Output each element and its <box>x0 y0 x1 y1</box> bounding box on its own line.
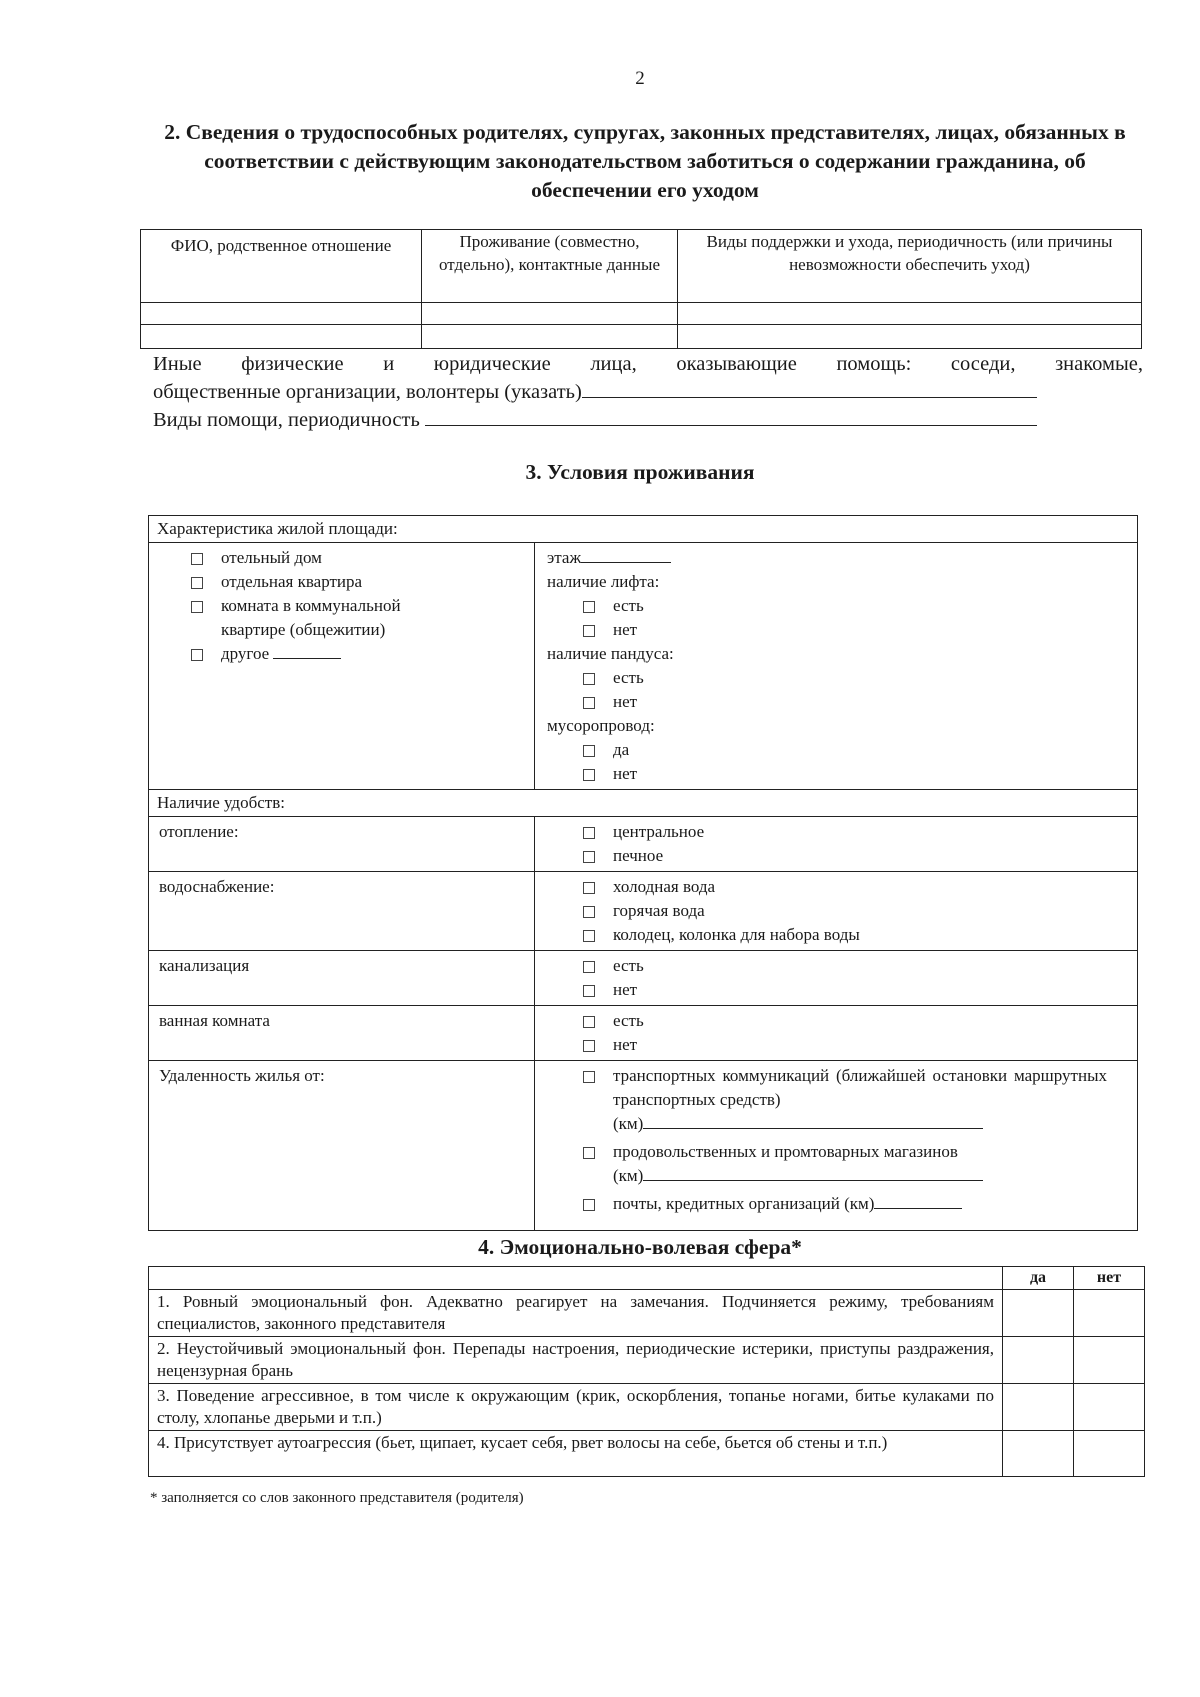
sewer-label: канализация <box>149 951 535 1006</box>
water-option[interactable]: горячая вода <box>583 899 1127 923</box>
relatives-cell[interactable] <box>141 303 422 325</box>
section-3-title: 3. Условия проживания <box>525 460 755 484</box>
housing-option[interactable]: комната в коммунальной квартире (общежитии) <box>191 594 524 642</box>
water-option[interactable]: холодная вода <box>583 875 1127 899</box>
others-input[interactable] <box>582 379 1037 398</box>
ramp-label: наличие пандуса: <box>547 644 674 663</box>
housing-option[interactable]: отдельная квартира <box>191 570 524 594</box>
others-label: общественные организации, волонтеры (указать) <box>153 381 582 403</box>
shops-km-input[interactable] <box>643 1166 983 1181</box>
chute-no[interactable]: нет <box>547 762 1127 786</box>
elevator-label: наличие лифта: <box>547 572 660 591</box>
relatives-cell[interactable] <box>422 325 678 349</box>
distance-option-post[interactable]: почты, кредитных организаций (км) <box>583 1192 1107 1216</box>
bath-yes[interactable]: есть <box>583 1009 1127 1033</box>
checkbox-icon[interactable] <box>583 745 595 757</box>
checkbox-icon[interactable] <box>583 697 595 709</box>
yes-cell[interactable] <box>1003 1337 1074 1384</box>
footnote: * заполняется со слов законного представителя (родителя) <box>150 1490 524 1506</box>
checkbox-icon[interactable] <box>583 625 595 637</box>
checkbox-icon[interactable] <box>583 1147 595 1159</box>
housing-header: Характеристика жилой площади: <box>149 516 1138 543</box>
page-number: 2 <box>635 68 645 89</box>
amenities-header: Наличие удобств: <box>149 790 1138 817</box>
checkbox-icon[interactable] <box>583 1016 595 1028</box>
others-label-line1: Иные физические и юридические лица, оказывающие помощь: соседи, знакомые, <box>153 353 1143 375</box>
yes-cell[interactable] <box>1003 1431 1074 1477</box>
checkbox-icon[interactable] <box>191 601 203 613</box>
relatives-cell[interactable] <box>678 303 1142 325</box>
emotional-row-text: 2. Неустойчивый эмоциональный фон. Перепады настроения, периодические истерики, приступы раздражения, нецензурная брань <box>149 1337 1003 1384</box>
section-4-title: 4. Эмоционально-волевая сфера* <box>478 1235 802 1259</box>
checkbox-icon[interactable] <box>583 906 595 918</box>
water-label: водоснабжение: <box>149 872 535 951</box>
heating-option[interactable]: центральное <box>583 820 1127 844</box>
checkbox-icon[interactable] <box>583 769 595 781</box>
ramp-no[interactable]: нет <box>547 690 1127 714</box>
col-header-support: Виды поддержки и ухода, периодичность (или причины невозможности обеспечить уход) <box>678 230 1142 303</box>
checkbox-icon[interactable] <box>583 673 595 685</box>
checkbox-icon[interactable] <box>191 649 203 661</box>
heating-option[interactable]: печное <box>583 844 1127 868</box>
col-header-fio: ФИО, родственное отношение <box>141 230 422 303</box>
checkbox-icon[interactable] <box>583 882 595 894</box>
checkbox-icon[interactable] <box>583 1071 595 1083</box>
sewer-no[interactable]: нет <box>583 978 1127 1002</box>
checkbox-icon[interactable] <box>583 851 595 863</box>
checkbox-icon[interactable] <box>191 553 203 565</box>
water-options <box>535 872 1138 951</box>
heating-options <box>535 817 1138 872</box>
col-yes: да <box>1003 1267 1074 1290</box>
emotional-row-text: 1. Ровный эмоциональный фон. Адекватно реагирует на замечания. Подчиняется режиму, требованиям специалистов, законного представителя <box>149 1290 1003 1337</box>
checkbox-icon[interactable] <box>583 1040 595 1052</box>
no-cell[interactable] <box>1074 1290 1145 1337</box>
floor-input[interactable] <box>581 548 671 563</box>
others-label-line2 <box>153 378 1143 406</box>
help-input[interactable] <box>425 407 1037 426</box>
other-input[interactable] <box>273 644 341 659</box>
no-cell[interactable] <box>1074 1337 1145 1384</box>
col-header-residence: Проживание (совместно, отдельно), контактные данные <box>422 230 678 303</box>
heating-label: отопление: <box>149 817 535 872</box>
bath-label: ванная комната <box>149 1006 535 1061</box>
relatives-cell[interactable] <box>141 325 422 349</box>
yes-cell[interactable] <box>1003 1290 1074 1337</box>
chute-yes[interactable]: да <box>547 738 1127 762</box>
housing-option[interactable]: отельный дом <box>191 546 524 570</box>
water-option[interactable]: колодец, колонка для набора воды <box>583 923 1127 947</box>
sewer-yes[interactable]: есть <box>583 954 1127 978</box>
checkbox-icon[interactable] <box>191 577 203 589</box>
relatives-cell[interactable] <box>422 303 678 325</box>
bath-options <box>535 1006 1138 1061</box>
bath-no[interactable]: нет <box>583 1033 1127 1057</box>
housing-types-cell <box>149 543 535 790</box>
elevator-no[interactable]: нет <box>547 618 1127 642</box>
emotional-table <box>148 1266 1145 1477</box>
checkbox-icon[interactable] <box>583 961 595 973</box>
checkbox-icon[interactable] <box>583 930 595 942</box>
elevator-yes[interactable]: есть <box>547 594 1127 618</box>
distance-option-transport[interactable]: транспортных коммуникаций (ближайшей остановки маршрутных транспортных средств) (км) <box>583 1064 1107 1136</box>
living-conditions-table <box>148 515 1138 1231</box>
ramp-yes[interactable]: есть <box>547 666 1127 690</box>
chute-label: мусоропровод: <box>547 716 655 735</box>
floor-label: этаж <box>547 548 582 567</box>
distance-label: Удаленность жилья от: <box>149 1061 535 1231</box>
building-cell <box>535 543 1138 790</box>
help-label: Виды помощи, периодичность <box>153 409 420 431</box>
relatives-table <box>140 229 1142 349</box>
distance-options <box>535 1061 1138 1231</box>
col-no: нет <box>1074 1267 1145 1290</box>
checkbox-icon[interactable] <box>583 601 595 613</box>
empty-header <box>149 1267 1003 1290</box>
help-line <box>153 406 1143 434</box>
post-km-input[interactable] <box>874 1194 962 1209</box>
section-2-title: 2. Сведения о трудоспособных родителях, супругах, законных представителях, лицах, обязанных в соответствии с действующим законодательством заботиться о содержании гражданина, об обеспечении его уходом <box>164 120 1126 202</box>
no-cell[interactable] <box>1074 1431 1145 1477</box>
checkbox-icon[interactable] <box>583 985 595 997</box>
sewer-options <box>535 951 1138 1006</box>
emotional-row-text: 4. Присутствует аутоагрессия (бьет, щипает, кусает себя, рвет волосы на себе, бьется об стены и т.п.) <box>149 1431 1003 1477</box>
yes-cell[interactable] <box>1003 1384 1074 1431</box>
emotional-row-text: 3. Поведение агрессивное, в том числе к окружающим (крик, оскорбления, топанье ногами, битье кулаками по столу, хлопанье дверьми и т.п.) <box>149 1384 1003 1431</box>
distance-option-shops[interactable]: продовольственных и промтоварных магазинов (км) <box>583 1140 1107 1188</box>
no-cell[interactable] <box>1074 1384 1145 1431</box>
relatives-cell[interactable] <box>678 325 1142 349</box>
checkbox-icon[interactable] <box>583 1199 595 1211</box>
transport-km-input[interactable] <box>643 1114 983 1129</box>
housing-option[interactable]: другое <box>191 642 524 666</box>
checkbox-icon[interactable] <box>583 827 595 839</box>
